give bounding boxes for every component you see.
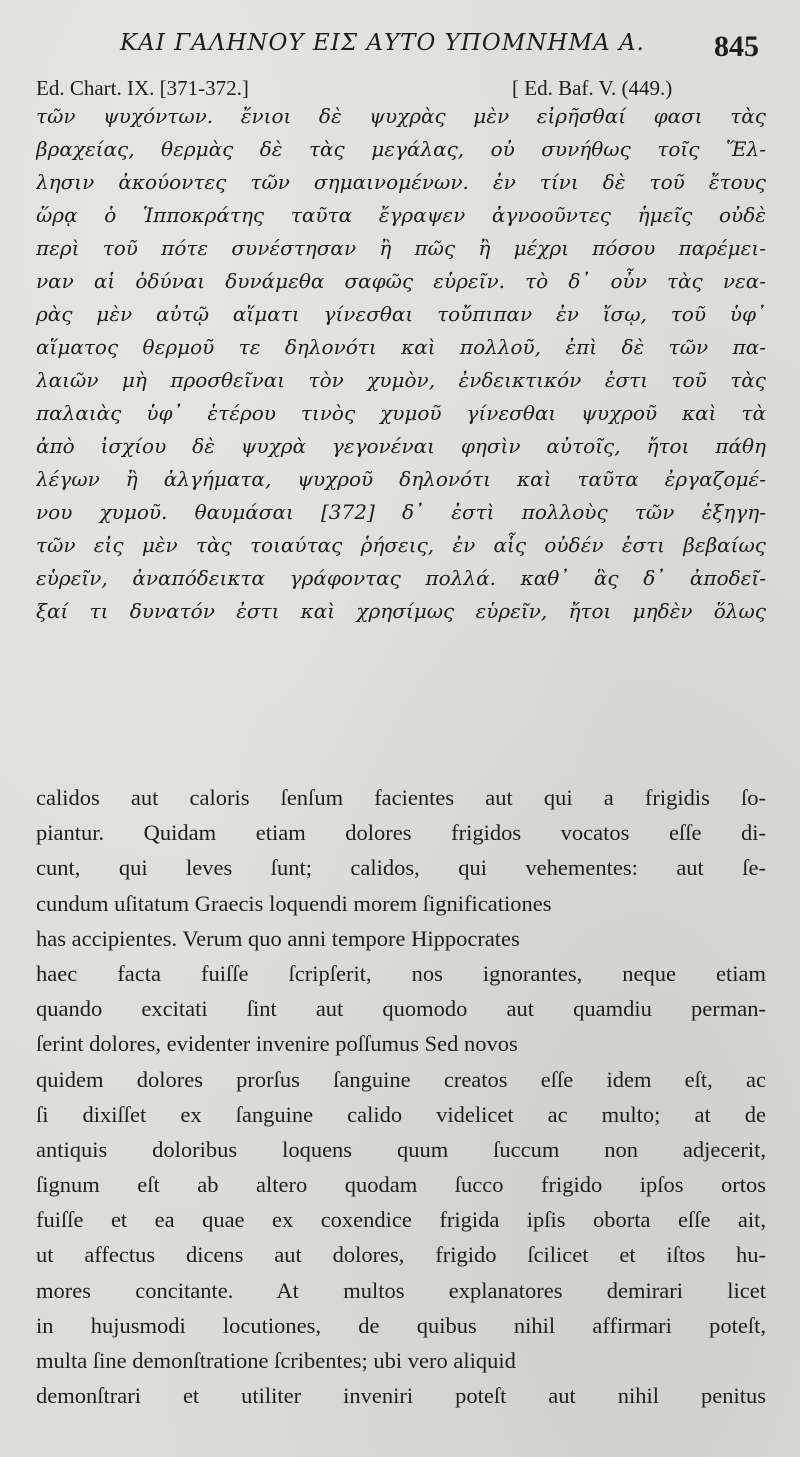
latin-line: fuiſſe et ea quae ex coxendice frigida ipſis oborta eſſe ait, bbox=[36, 1207, 766, 1233]
greek-line: εὑρεῖν, ἀναπόδεικτα γράφοντας πολλά. καθ᾽ ἃς δ᾽ ἀποδεῖ- bbox=[36, 566, 766, 590]
latin-line: piantur. Quidam etiam dolores frigidos vocatos eſſe di- bbox=[36, 820, 766, 846]
greek-line: ὥρᾳ ὁ Ἱπποκράτης ταῦτα ἔγραψεν ἀγνοοῦντες ἡμεῖς οὐδὲ bbox=[36, 203, 766, 227]
greek-line: τῶν ψυχόντων. ἔνιοι δὲ ψυχρὰς μὲν εἰρῆσθαί φασι τὰς bbox=[36, 104, 766, 128]
latin-line: quando excitati ſint aut quomodo aut quamdiu perman- bbox=[36, 996, 766, 1022]
greek-line: βραχείας, θερμὰς δὲ τὰς μεγάλας, οὐ συνήθως τοῖς Ἕλ- bbox=[36, 137, 766, 161]
greek-line: λησιν ἀκούοντες τῶν σημαινομένων. ἐν τίνι δὲ τοῦ ἔτους bbox=[36, 170, 766, 194]
latin-line: haec facta fuiſſe ſcripſerit, nos ignorantes, neque etiam bbox=[36, 960, 766, 986]
latin-line: quidem dolores prorſus ſanguine creatos eſſe idem eſt, ac bbox=[36, 1066, 766, 1092]
latin-line: demonſtrari et utiliter inveniri poteſt aut nihil penitus bbox=[36, 1383, 766, 1409]
latin-line: ſerint dolores, evidenter invenire poſſumus Sed novos bbox=[36, 1031, 518, 1057]
latin-line: cunt, qui leves ſunt; calidos, qui vehementes: aut ſe- bbox=[36, 855, 766, 881]
greek-line: ἀπὸ ἰσχίου δὲ ψυχρὰ γεγονέναι φησὶν αὐτοῖς, ἤτοι πάθη bbox=[36, 434, 766, 458]
latin-line: ut affectus dicens aut dolores, frigido ſcilicet et iſtos hu- bbox=[36, 1242, 766, 1268]
latin-line: has accipientes. Verum quo anni tempore Hippocrates bbox=[36, 925, 520, 951]
latin-line: mores concitante. At multos explanatores demirari licet bbox=[36, 1277, 766, 1303]
greek-text-block bbox=[36, 100, 766, 628]
page-number: 845 bbox=[714, 30, 759, 63]
greek-line: νου χυμοῦ. θαυμάσαι [372] δ᾽ ἐστὶ πολλοὺς τῶν ἐξηγη- bbox=[36, 500, 766, 524]
edition-reference-left: Ed. Chart. IX. [371-372.] bbox=[36, 76, 249, 100]
latin-line: antiquis doloribus loquens quum ſuccum non adjecerit, bbox=[36, 1136, 766, 1162]
running-title: ΚΑΙ ΓΑΛΗΝΟΥ ΕΙΣ ΑΥΤΟ ΥΠΟΜΝΗΜΑ Α. bbox=[120, 30, 645, 56]
latin-line: multa ſine demonſtratione ſcribentes; ubi vero aliquid bbox=[36, 1348, 516, 1373]
greek-line: παλαιὰς ὑφ᾽ ἑτέρου τινὸς χυμοῦ γίνεσθαι ψυχροῦ καὶ τὰ bbox=[36, 401, 766, 425]
latin-line: ſi dixiſſet ex ſanguine calido videlicet ac multo; at de bbox=[36, 1101, 766, 1127]
greek-line: αἵματος θερμοῦ τε δηλονότι καὶ πολλοῦ, ἐπὶ δὲ τῶν πα- bbox=[36, 335, 766, 359]
greek-line: περὶ τοῦ πότε συνέστησαν ἢ πῶς ἢ μέχρι πόσου παρέμει- bbox=[36, 236, 766, 260]
greek-line: ξαί τι δυνατόν ἐστι καὶ χρησίμως εὑρεῖν, ἤτοι μηδὲν ὅλως bbox=[36, 599, 766, 623]
edition-reference-right: [ Ed. Baf. V. (449.) bbox=[512, 76, 673, 100]
greek-line: τῶν εἰς μὲν τὰς τοιαύτας ῥήσεις, ἐν αἷς οὐδέν ἐστι βεβαίως bbox=[36, 533, 766, 557]
greek-line: ρὰς μὲν αὐτῷ αἵματι γίνεσθαι τοὔπιπαν ἐν ἴσῳ, τοῦ ὑφ᾽ bbox=[36, 302, 766, 326]
greek-line: ναν αἱ ὀδύναι δυνάμεθα σαφῶς εὑρεῖν. τὸ δ᾽ οὖν τὰς νεα- bbox=[36, 269, 766, 293]
greek-line: λέγων ἢ ἀλγήματα, ψυχροῦ δηλονότι καὶ ταῦτα ἐργαζομέ- bbox=[36, 467, 766, 491]
latin-text-block bbox=[36, 780, 766, 1413]
latin-line: ſignum eſt ab altero quodam ſucco frigido ipſos ortos bbox=[36, 1172, 766, 1198]
latin-line: calidos aut caloris ſenſum facientes aut qui a frigidis ſo- bbox=[36, 785, 766, 810]
latin-line: cundum uſitatum Graecis loquendi morem ſignificationes bbox=[36, 890, 552, 916]
latin-line: in hujusmodi locutiones, de quibus nihil affirmari poteſt, bbox=[36, 1312, 766, 1338]
greek-line: λαιῶν μὴ προσθεῖναι τὸν χυμὸν, ἐνδεικτικόν ἐστι τοῦ τὰς bbox=[36, 368, 766, 392]
